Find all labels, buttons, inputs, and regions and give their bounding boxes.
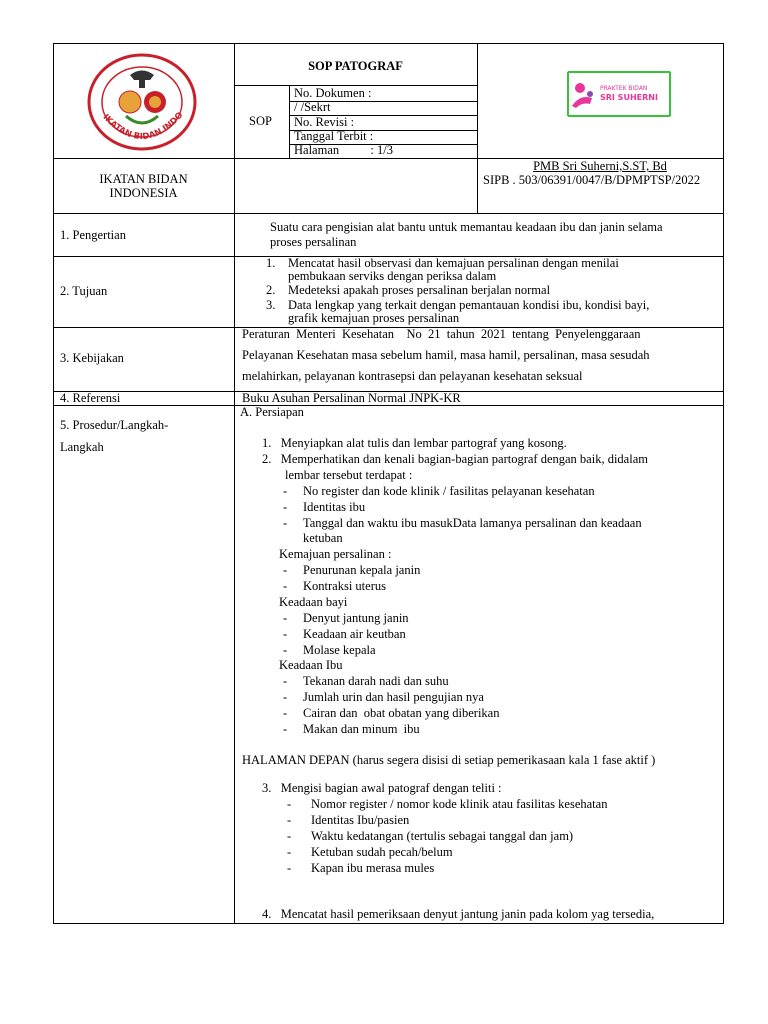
dash: - <box>283 484 288 498</box>
list-item: Keadaan air keutban <box>303 627 406 641</box>
list-item: Waktu kedatangan (tertulis sebagai tanggal dan jam) <box>311 829 574 843</box>
dash: - <box>283 563 288 577</box>
tujuan-item-number: 2. <box>266 283 276 297</box>
dash: - <box>283 674 288 688</box>
step-3: 3. Mengisi bagian awal patograf dengan teliti : <box>262 781 502 795</box>
list-item: Identitas ibu <box>303 500 366 514</box>
org-name-line2: INDONESIA <box>109 186 178 200</box>
tujuan-item: Medeteksi apakah proses persalinan berjalan normal <box>288 283 551 297</box>
step-2: 2. Memperhatikan dan kenali bagian-bagian partograf dengan baik, didalam <box>262 452 648 466</box>
dash: - <box>287 845 292 859</box>
tujuan-item: Mencatat hasil observasi dan kemajuan persalinan dengan menilai <box>288 256 619 270</box>
halaman-depan-note: HALAMAN DEPAN (harus segera disisi di setiap pemerikasaan kala 1 fase aktif ) <box>242 753 656 767</box>
referensi-label: 4. Referensi <box>60 391 121 405</box>
pengertian-label: 1. Pengertian <box>60 228 126 242</box>
group-heading: Kemajuan persalinan : <box>279 547 392 561</box>
tujuan-label: 2. Tujuan <box>60 284 108 298</box>
kebijakan-label: 3. Kebijakan <box>60 351 124 365</box>
list-item: No register dan kode klinik / fasilitas pelayanan kesehatan <box>303 484 595 498</box>
ibi-logo <box>86 52 198 152</box>
dash: - <box>283 579 288 593</box>
pengertian-text-2: proses persalinan <box>270 235 357 249</box>
list-item: Nomor register / nomor kode klinik atau fasilitas kesehatan <box>311 797 608 811</box>
prosedur-label: 5. Prosedur/Langkah- <box>60 418 169 432</box>
tujuan-item-number: 1. <box>266 256 276 270</box>
list-item: Identitas Ibu/pasien <box>311 813 410 827</box>
tujuan-item-number: 3. <box>266 298 276 312</box>
step-4: 4. Mencatat hasil pemeriksaan denyut jantung janin pada kolom yag tersedia, <box>262 907 655 921</box>
dash: - <box>283 516 288 530</box>
list-item: Jumlah urin dan hasil pengujian nya <box>303 690 484 704</box>
dash: - <box>283 722 288 736</box>
pengertian-text: Suatu cara pengisian alat bantu untuk memantau keadaan ibu dan janin selama <box>270 220 663 234</box>
sipb-number: SIPB . 503/06391/0047/B/DPMPTSP/2022 <box>483 173 701 187</box>
step-2-cont: lembar tersebut terdapat : <box>285 468 413 482</box>
ibi-logo-text: IKATAN BIDAN INDO <box>100 110 186 143</box>
list-item: Molase kepala <box>303 643 376 657</box>
kebijakan-text-2: Pelayanan Kesehatan masa sebelum hamil, masa hamil, persalinan, masa sesudah <box>242 348 650 362</box>
list-item: Ketuban sudah pecah/belum <box>311 845 453 859</box>
dash: - <box>287 861 292 875</box>
list-item: Cairan dan obat obatan yang diberikan <box>303 706 500 720</box>
dash: - <box>283 690 288 704</box>
step-1: 1. Menyiapkan alat tulis dan lembar partograf yang kosong. <box>262 436 567 450</box>
dash: - <box>283 500 288 514</box>
practitioner-name: PMB Sri Suherni,S.ST, Bd <box>533 159 667 173</box>
tujuan-item-cont: pembukaan serviks dengan periksa dalam <box>288 269 497 283</box>
list-item: Makan dan minum ibu <box>303 722 420 736</box>
dash: - <box>283 643 288 657</box>
list-item: Denyut jantung janin <box>303 611 409 625</box>
revision-label: No. Revisi : <box>294 115 355 129</box>
dash: - <box>283 627 288 641</box>
org-name-line1: IKATAN BIDAN <box>99 172 188 186</box>
list-item: Kontraksi uterus <box>303 579 386 593</box>
kebijakan-text-3: melahirkan, pelayanan kontrasepsi dan pelayanan kesehatan seksual <box>242 369 583 383</box>
issue-date-label: Tanggal Terbit : <box>294 129 374 143</box>
section-persiapan: A. Persiapan <box>240 405 304 419</box>
pmb-logo-line2: SRI SUHERNI <box>600 93 658 102</box>
dash: - <box>287 797 292 811</box>
group-heading: Keadaan bayi <box>279 595 348 609</box>
pmb-logo-line1: PRAKTEK BIDAN <box>600 85 648 92</box>
dash: - <box>283 706 288 720</box>
sop-label: SOP <box>249 114 272 128</box>
list-item: Penurunan kepala janin <box>303 563 421 577</box>
sop-title: SOP PATOGRAF <box>308 59 403 73</box>
list-item: Kapan ibu merasa mules <box>311 861 435 875</box>
pmb-logo <box>564 68 674 120</box>
referensi-text: Buku Asuhan Persalinan Normal JNPK-KR <box>242 391 461 405</box>
tujuan-item-cont: grafik kemajuan proses persalinan <box>288 311 460 325</box>
dash: - <box>287 813 292 827</box>
page-number: Halaman : 1/3 <box>294 143 393 157</box>
doc-no-value: / /Sekrt <box>294 100 331 114</box>
kebijakan-text: Peraturan Menteri Kesehatan No 21 tahun 2021 tentang Penyelenggaraan <box>242 327 641 341</box>
doc-no-label: No. Dokumen : <box>294 86 372 100</box>
list-item-cont: ketuban <box>303 531 343 545</box>
list-item: Tanggal dan waktu ibu masukData lamanya persalinan dan keadaan <box>303 516 642 530</box>
prosedur-label-2: Langkah <box>60 440 104 454</box>
tujuan-item: Data lengkap yang terkait dengan pemantauan kondisi ibu, kondisi bayi, <box>288 298 650 312</box>
dash: - <box>287 829 292 843</box>
group-heading: Keadaan Ibu <box>279 658 343 672</box>
dash: - <box>283 611 288 625</box>
list-item: Tekanan darah nadi dan suhu <box>303 674 449 688</box>
